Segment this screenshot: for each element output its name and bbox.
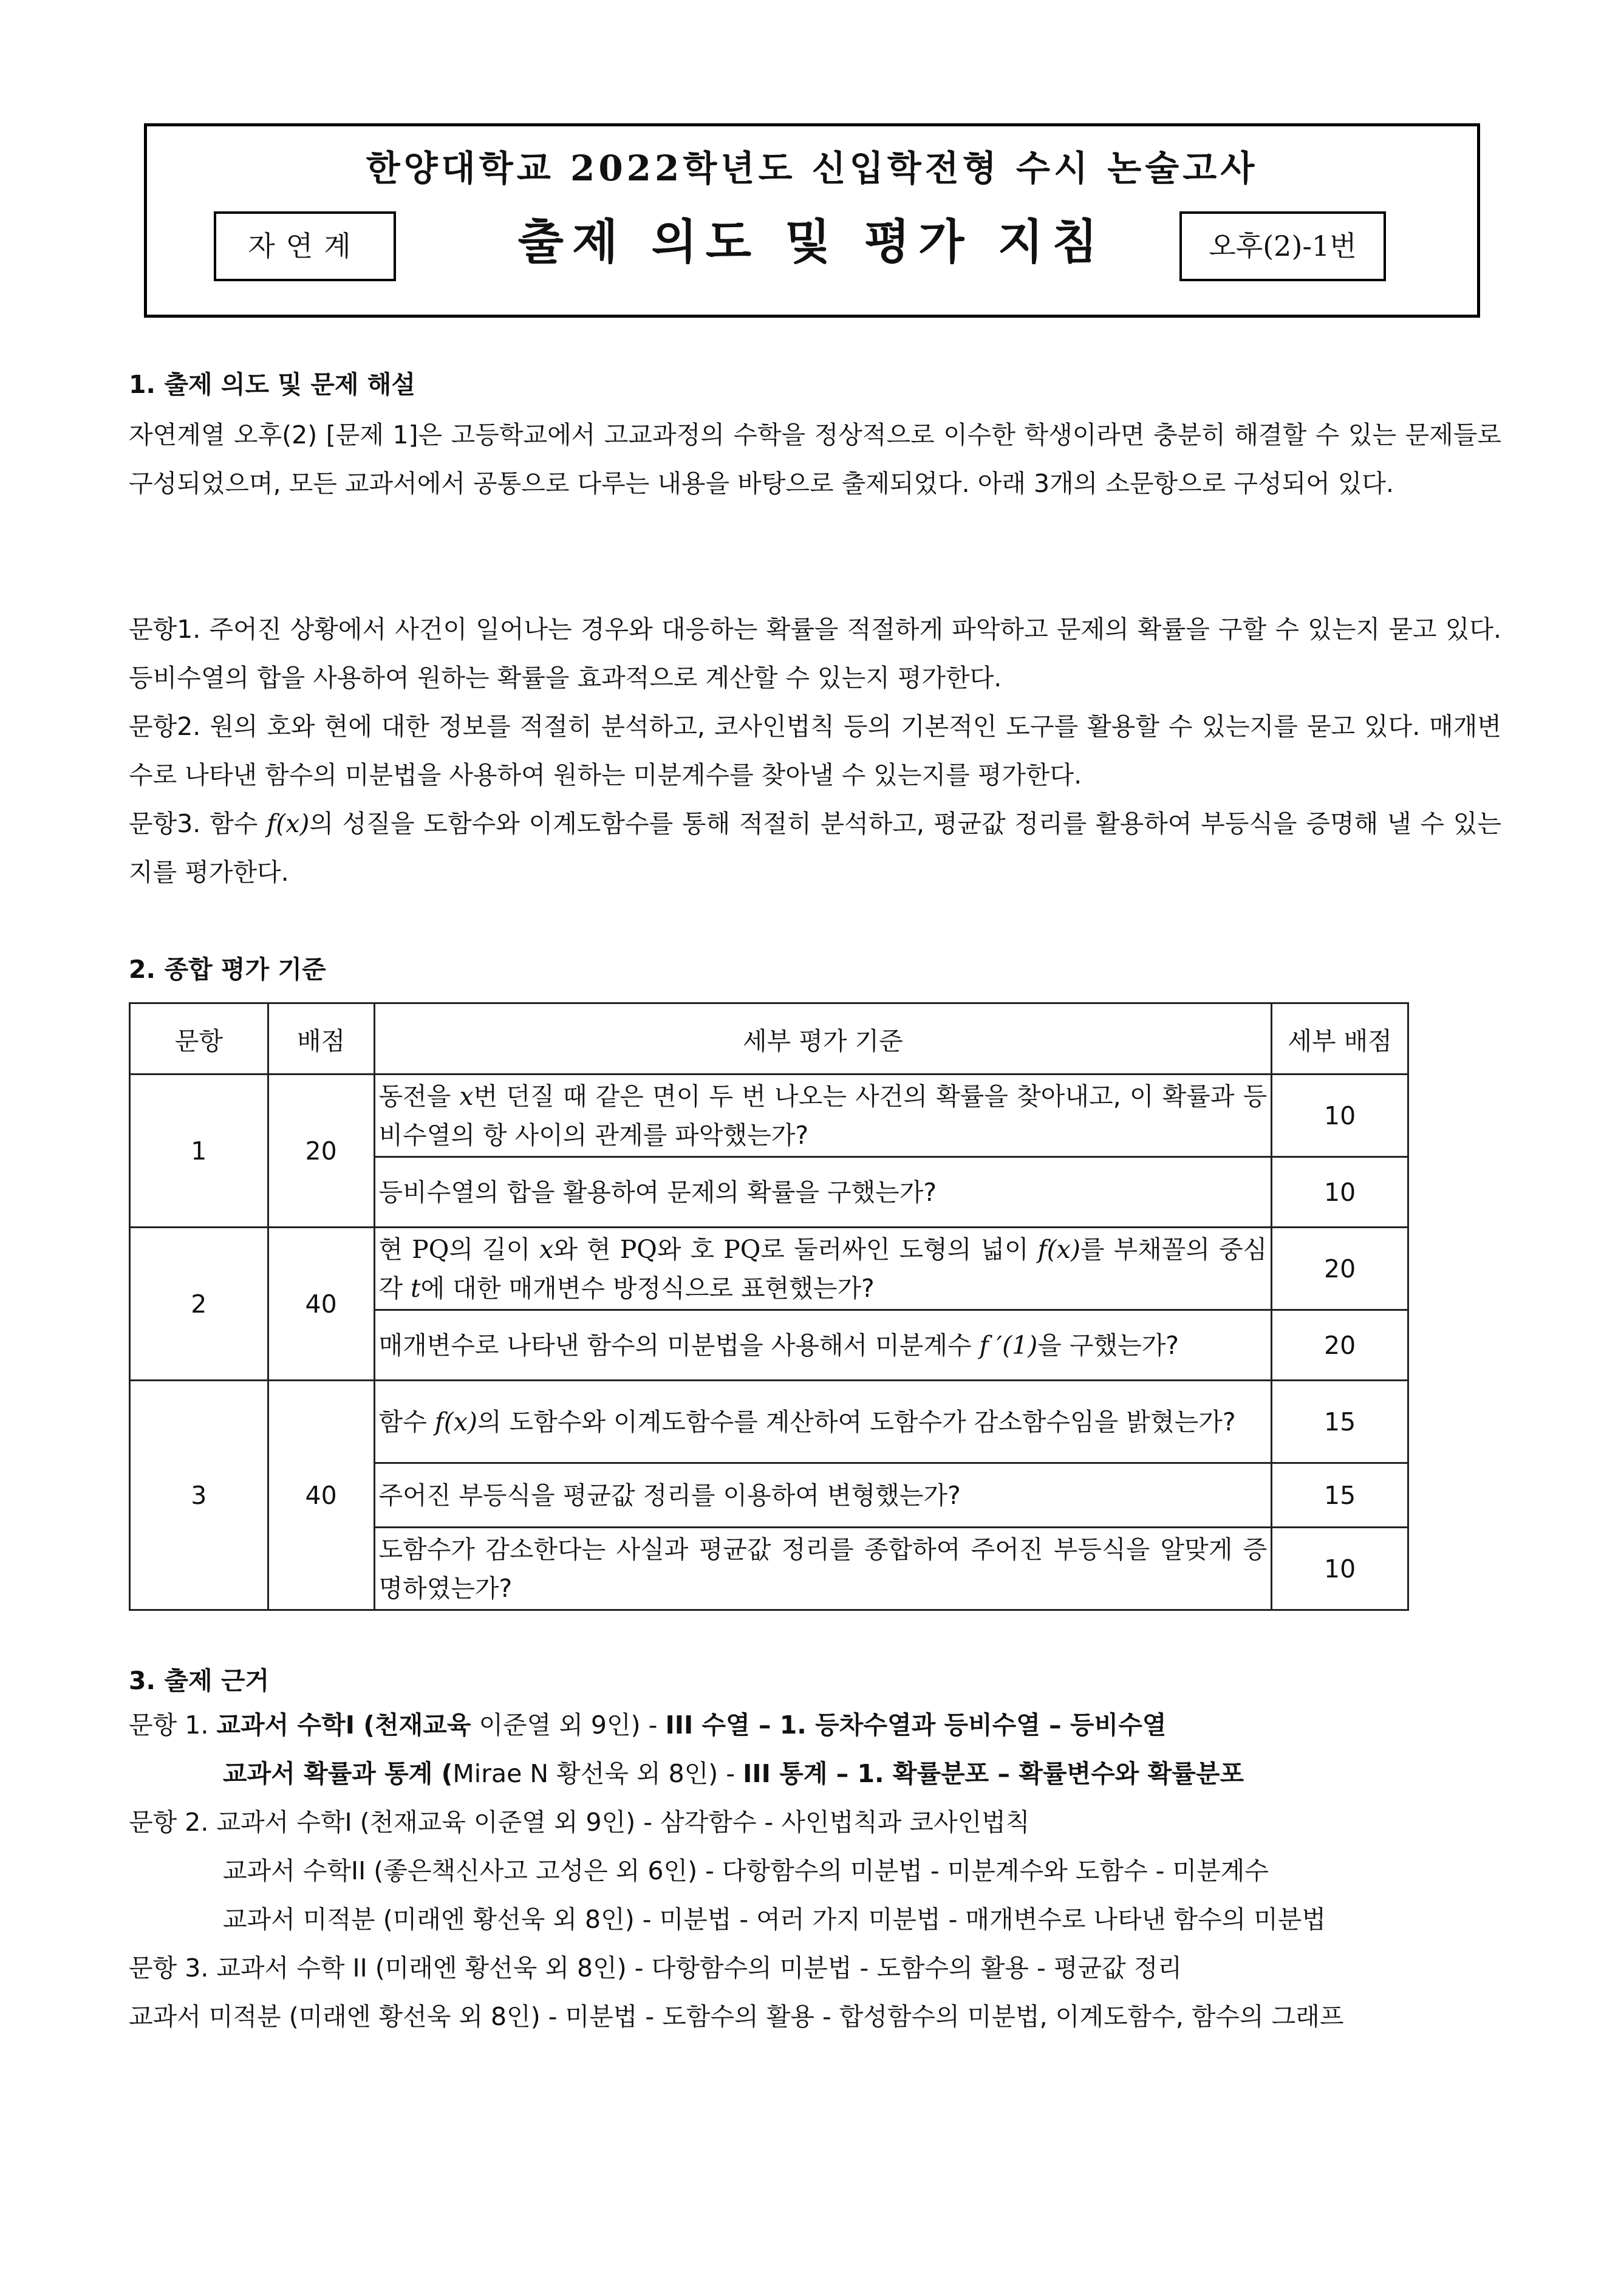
col-header: 세부 평가 기준 <box>374 1003 1272 1075</box>
criterion-score: 20 <box>1272 1310 1408 1381</box>
table-header-row <box>130 1003 1408 1075</box>
criterion-score: 10 <box>1272 1075 1408 1157</box>
col-header: 문항 <box>130 1003 268 1075</box>
criterion-text: 등비수열의 합을 활용하여 문제의 확률을 구했는가? <box>374 1157 1272 1228</box>
criterion-score: 10 <box>1272 1528 1408 1610</box>
criterion-score: 15 <box>1272 1463 1408 1528</box>
page-title: 출제 의도 및 평가 지침 <box>517 214 1107 270</box>
reference-line: 교과서 수학II (좋은책신사고 고성은 외 6인) - 다항함수의 미분법 - 미분계수와 도함수 - 미분계수 <box>223 1856 1269 1885</box>
criterion-text: 매개변수로 나타낸 함수의 미분법을 사용해서 미분계수 f ′(1)을 구했는가? <box>374 1310 1272 1381</box>
criterion-text: 함수 f(x)의 도함수와 이계도함수를 계산하여 도함수가 감소함수임을 밝혔는가? <box>374 1381 1272 1463</box>
item3-text: 문항3. 함수 f(x)의 성질을 도함수와 이계도함수를 통해 적절히 분석하고, 평균값 정리를 활용하여 부등식을 증명해 낼 수 있는지를 평가한다. <box>129 809 1502 887</box>
criterion-text: 도함수가 감소한다는 사실과 평균값 정리를 종합하여 주어진 부등식을 알맞게 증명하였는가? <box>374 1528 1272 1610</box>
reference-line: 교과서 미적분 (미래엔 황선욱 외 8인) - 미분법 - 여러 가지 미분법 - 매개변수로 나타낸 함수의 미분법 <box>223 1905 1326 1934</box>
table-row <box>130 1075 1408 1157</box>
criterion-text: 주어진 부등식을 평균값 정리를 이용하여 변형했는가? <box>374 1463 1272 1528</box>
reference-line: 문항 3. 교과서 수학 II (미래엔 황선욱 외 8인) - 다항함수의 미분법 - 도함수의 활용 - 평균값 정리 <box>129 1953 1182 1983</box>
item2-text: 문항2. 원의 호와 현에 대한 정보를 적절히 분석하고, 코사인법칙 등의 기본적인 도구를 활용할 수 있는지를 묻고 있다. 매개변수로 나타낸 함수의 미분법을 사용하여 원하는 미분계수를 찾아낼 수 있는지를 평가한다. <box>129 712 1501 790</box>
intro-text: 자연계열 오후(2) [문제 1]은 고등학교에서 고교과정의 수학을 정상적으로 이수한 학생이라면 충분히 해결할 수 있는 문제들로 구성되었으며, 모든 교과서에서 공통으로 다루는 내용을 바탕으로 출제되었다. 아래 3개의 소문항으로 구성되어 있다. <box>129 420 1501 498</box>
criterion-score: 20 <box>1272 1228 1408 1310</box>
section1-items <box>129 605 1501 897</box>
col-header: 세부 배점 <box>1272 1003 1408 1075</box>
item1-text: 문항1. 주어진 상황에서 사건이 일어나는 경우와 대응하는 확률을 적절하게 파악하고 문제의 확률을 구할 수 있는지 묻고 있다. 등비수열의 합을 사용하여 원하는 확률을 효과적으로 계산할 수 있는지 평가한다. <box>129 615 1501 692</box>
criterion-text: 현 PQ의 길이 x와 현 PQ와 호 PQ로 둘러싸인 도형의 넓이 f(x)를 부채꼴의 중심각 t에 대한 매개변수 방정식으로 표현했는가? <box>374 1228 1272 1310</box>
col-header: 배점 <box>268 1003 374 1075</box>
table-row <box>130 1228 1408 1310</box>
reference-line: 문항 1. 교과서 수학I (천재교육 이준열 외 9인) - III 수열 – 1. 등차수열과 등비수열 – 등비수열 <box>129 1710 1167 1740</box>
field-label: 자연계 <box>214 211 396 281</box>
criterion-score: 10 <box>1272 1157 1408 1228</box>
criterion-score: 15 <box>1272 1381 1408 1463</box>
question-score: 20 <box>268 1075 374 1228</box>
reference-line: 교과서 미적분 (미래엔 황선욱 외 8인) - 미분법 - 도함수의 활용 - 합성함수의 미분법, 이계도함수, 함수의 그래프 <box>129 2002 1344 2031</box>
question-number: 3 <box>130 1381 268 1610</box>
reference-line: 교과서 확률과 통계 (Mirae N 황선욱 외 8인) - III 통계 – 1. 확률분포 – 확률변수와 확률분포 <box>223 1759 1244 1788</box>
reference-line: 문항 2. 교과서 수학I (천재교육 이준열 외 9인) - 삼각함수 - 사인법칙과 코사인법칙 <box>129 1808 1030 1837</box>
evaluation-table <box>129 1002 1409 1611</box>
section1-intro <box>129 411 1501 508</box>
references-list <box>129 1701 1501 2041</box>
question-number: 2 <box>130 1228 268 1381</box>
criterion-text: 동전을 x번 던질 때 같은 면이 두 번 나오는 사건의 확률을 찾아내고, 이 확률과 등비수열의 항 사이의 관계를 파악했는가? <box>374 1075 1272 1157</box>
question-number: 1 <box>130 1075 268 1228</box>
section2-heading: 2. 종합 평가 기준 <box>129 955 326 984</box>
section3-heading: 3. 출제 근거 <box>129 1666 270 1695</box>
question-score: 40 <box>268 1381 374 1610</box>
section1-heading: 1. 출제 의도 및 문제 해설 <box>129 370 415 399</box>
exam-title: 한양대학교 2022학년도 신입학전형 수시 논술고사 <box>366 148 1258 189</box>
table-row <box>130 1381 1408 1463</box>
question-code: 오후(2)-1번 <box>1179 211 1386 281</box>
exam-header <box>144 123 1480 318</box>
question-score: 40 <box>268 1228 374 1381</box>
